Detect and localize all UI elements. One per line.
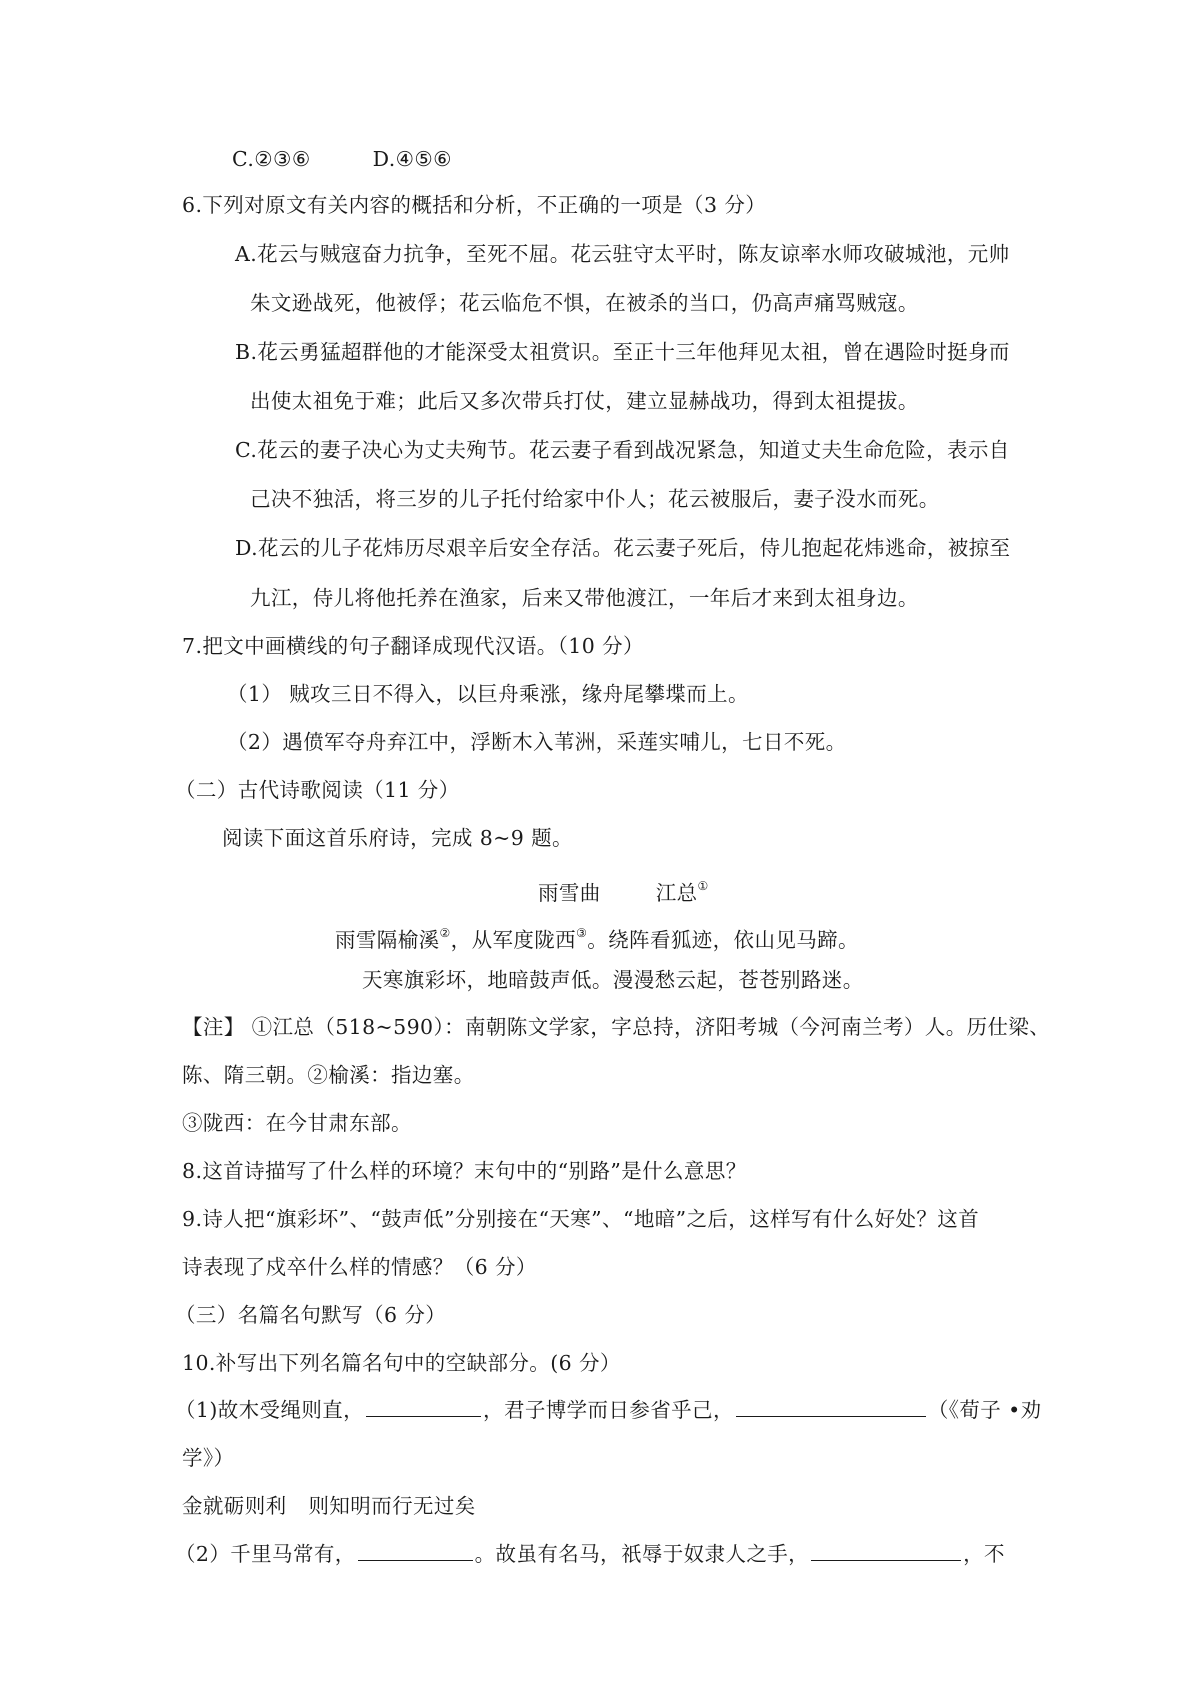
item-text: 。故虽有名马，祇辱于奴隶人之手， [474, 1542, 810, 1566]
q10-item-2 [175, 1539, 1005, 1569]
q9-line-1: 9.诗人把“旗彩坏”、“鼓声低”分别接在“天寒”、“地暗”之后，这样写有什么好处？这首 [182, 1207, 980, 1231]
q6-option-c-line2: 己决不独活，将三岁的儿子托付给家中仆人；花云被服后，妻子没水而死。 [250, 487, 940, 511]
q10-item-1 [175, 1395, 1042, 1425]
answer-blank[interactable] [358, 1542, 473, 1561]
q6-option-c-line1: C.花云的妻子决心为丈夫殉节。花云妻子看到战况紧急，知道丈夫生命危险，表示自 [235, 438, 1010, 462]
section-2-intro: 阅读下面这首乐府诗，完成 8~9 题。 [222, 826, 573, 850]
q6-option-b-line2: 出使太祖免于难；此后又多次带兵打仗，建立显赫战功，得到太祖提拔。 [250, 389, 919, 413]
poem-title: 雨雪曲 [538, 881, 601, 905]
poem-line-2: 天寒旗彩坏，地暗鼓声低。漫漫愁云起，苍苍别路迷。 [362, 968, 864, 992]
answer-blank[interactable] [366, 1398, 481, 1417]
notes-line-2: 陈、隋三朝。②榆溪：指边塞。 [182, 1063, 475, 1087]
q10-item-1-source-end: 学》） [182, 1446, 235, 1470]
notes-line-3: ③陇西：在今甘肃东部。 [182, 1111, 412, 1135]
q6-option-d-line1: D.花云的儿子花炜历尽艰辛后安全存活。花云妻子死后，侍儿抱起花炜逃命，被掠至 [235, 536, 1011, 560]
footnote-marker: ② [439, 926, 451, 940]
q6-stem: 6.下列对原文有关内容的概括和分析，不正确的一项是（3 分） [182, 193, 767, 217]
q9-line-2: 诗表现了戍卒什么样的情感？（6 分） [182, 1255, 537, 1279]
options-line [232, 144, 452, 174]
notes-line-1: 【注】 ①江总（518~590）：南朝陈文学家，字总持，济阳考城（今河南兰考）人。历仕梁、 [182, 1015, 1051, 1039]
q6-option-b-line1: B.花云勇猛超群他的才能深受太祖赏识。至正十三年他拜见太祖，曾在遇险时挺身而 [235, 340, 1010, 364]
option-c: C.②③⑥ [232, 147, 311, 171]
section-2-heading: （二）古代诗歌阅读（11 分） [175, 778, 460, 802]
answer-blank[interactable] [811, 1542, 961, 1561]
q7-sentence-2: （2）遇偾军夺舟弃江中，浮断木入苇洲，采莲实哺儿，七日不死。 [227, 730, 847, 754]
answer-text-1: 金就砺则利 [182, 1494, 287, 1518]
q7-sentence-1: （1） 贼攻三日不得入，以巨舟乘涨，缘舟尾攀堞而上。 [227, 682, 749, 706]
footnote-marker: ③ [576, 926, 588, 940]
answer-text-2: 则知明而行无过矣 [308, 1494, 476, 1518]
q6-option-a-line1: A.花云与贼寇奋力抗争，至死不屈。花云驻守太平时，陈友谅率水师攻破城池，元帅 [235, 242, 1010, 266]
item-text: （2）千里马常有， [175, 1542, 356, 1566]
poem-author: 江总 [655, 881, 698, 905]
poem-text: 雨雪隔榆溪 [335, 928, 440, 952]
item-source: （《荀子 •劝 [927, 1398, 1042, 1422]
item-text: ，君子博学而日参省乎己， [483, 1398, 734, 1422]
q10-stem: 10.补写出下列名篇名句中的空缺部分。(6 分） [182, 1351, 621, 1375]
q7-stem: 7.把文中画横线的句子翻译成现代汉语。（10 分） [182, 634, 644, 658]
poem-text: 。绕阵看狐迹，依山见马蹄。 [587, 928, 859, 952]
poem-title-line [538, 871, 709, 908]
footnote-marker: ① [697, 879, 709, 893]
option-d: D.④⑤⑥ [372, 147, 452, 171]
answer-blank[interactable] [736, 1398, 926, 1417]
poem-line-1 [335, 918, 859, 955]
q6-option-d-line2: 九江，侍儿将他托养在渔家，后来又带他渡江，一年后才来到太祖身边。 [250, 586, 919, 610]
poem-text: ，从军度陇西 [450, 928, 577, 952]
item-text: ，不 [963, 1542, 1005, 1566]
item-text: （1)故木受绳则直， [175, 1398, 365, 1422]
q10-answer-line [182, 1491, 476, 1521]
q6-option-a-line2: 朱文逊战死，他被俘；花云临危不惧，在被杀的当口，仍高声痛骂贼寇。 [250, 291, 919, 315]
section-3-heading: （三）名篇名句默写（6 分） [175, 1303, 447, 1327]
q8-stem: 8.这首诗描写了什么样的环境？末句中的“别路”是什么意思？ [182, 1159, 747, 1183]
